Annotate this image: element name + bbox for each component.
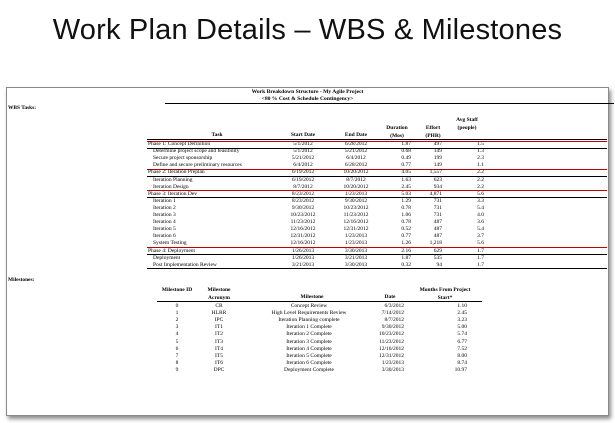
milestone-cell-milestone: Concept Review (290, 303, 328, 309)
milestone-cell-months: 6.77 (457, 338, 467, 345)
wbs-header-task: Task (211, 132, 223, 138)
wbs-cell-start: 9/30/2012 (291, 204, 315, 211)
wbs-cell-task: Iteration 2 (153, 204, 176, 211)
ms-header-date: Date (384, 294, 396, 300)
wbs-cell-effort: 149 (433, 162, 442, 169)
wbs-cell-start: 1/26/2013 (291, 254, 315, 261)
wbs-table-row (7, 177, 607, 184)
milestone-cell-milestone: Iteration 6 Complete (286, 359, 332, 366)
wbs-table-row (7, 155, 607, 162)
milestone-cell-acronym: IT4 (215, 345, 223, 352)
wbs-cell-effort: 199 (433, 155, 442, 162)
wbs-cell-duration: 1.06 (401, 212, 411, 218)
wbs-cell-task: Iteration Planning (153, 176, 193, 183)
wbs-cell-end: 6/28/2012 (344, 162, 368, 169)
wbs-header-end: End Date (344, 132, 368, 138)
wbs-cell-effort: 731 (433, 204, 442, 211)
wbs-cell-effort: 1,557 (429, 169, 442, 176)
wbs-cell-staff: 1.7 (477, 254, 484, 261)
wbs-cell-effort: 731 (433, 197, 442, 204)
milestones-section-label: Milestones: (8, 277, 35, 283)
milestone-cell-id: 0 (175, 303, 179, 309)
wbs-cell-staff: 2.2 (477, 176, 484, 183)
milestone-cell-acronym: CR (215, 303, 223, 309)
wbs-cell-start: 12/31/2012 (290, 233, 316, 240)
wbs-cell-effort: 623 (433, 176, 442, 183)
milestone-row (7, 324, 607, 331)
wbs-cell-duration: 0.52 (401, 226, 411, 233)
milestone-cell-date: 12/16/2012 (378, 345, 404, 352)
milestone-cell-months: 1.10 (457, 303, 467, 309)
wbs-cell-task: Iteration 1 (153, 197, 176, 204)
wbs-cell-start: 12/16/2012 (290, 226, 316, 233)
wbs-cell-task: Post Implementation Review (153, 261, 217, 268)
wbs-cell-staff: 1.1 (477, 162, 484, 169)
milestone-row (7, 317, 607, 324)
wbs-cell-end: 1/23/2013 (344, 233, 368, 240)
wbs-table-row (7, 169, 607, 176)
milestone-cell-milestone: Iteration Planning complete (278, 317, 340, 324)
document-subtitle: <80 % Cost & Schedule Contingency> (261, 96, 354, 102)
wbs-cell-start: 11/23/2012 (290, 219, 316, 226)
wbs-cell-duration: 2.45 (401, 183, 411, 190)
milestone-cell-id: 5 (175, 338, 179, 345)
milestone-cell-months: 8.74 (457, 359, 467, 366)
milestone-cell-date: 11/23/2012 (379, 338, 404, 345)
wbs-cell-task: Deployment (153, 254, 181, 261)
wbs-cell-duration: 1.29 (401, 197, 411, 204)
wbs-cell-effort: 4,871 (429, 190, 442, 197)
wbs-cell-effort: 629 (433, 247, 442, 254)
milestone-cell-date: 10/23/2012 (378, 331, 404, 338)
wbs-cell-end: 12/31/2012 (343, 226, 369, 233)
milestone-row (7, 339, 607, 346)
milestone-row (7, 367, 607, 374)
document-title: Work Breakdown Structure - My Agile Project (251, 89, 364, 95)
wbs-cell-staff: 1.7 (477, 261, 484, 268)
wbs-cell-task: System Testing (153, 240, 187, 247)
wbs-cell-duration: 1.63 (401, 176, 411, 183)
milestone-cell-acronym: DPC (213, 366, 225, 373)
wbs-cell-task: Iteration Design (153, 183, 189, 190)
milestone-row (7, 310, 607, 317)
wbs-cell-duration: 5.03 (401, 190, 411, 197)
wbs-cell-duration: 0.78 (401, 219, 411, 226)
milestone-cell-id: 9 (175, 366, 179, 373)
milestone-cell-id: 4 (175, 331, 179, 338)
wbs-cell-duration: 0.78 (401, 204, 411, 211)
milestone-cell-acronym: IT2 (215, 331, 223, 338)
milestone-cell-milestone: High Level Requirements Review (271, 310, 347, 317)
wbs-cell-end: 3/30/2013 (344, 261, 368, 268)
ms-header-acronym: Milestone Acronym (207, 287, 231, 301)
wbs-table-row (7, 141, 607, 148)
wbs-cell-end: 9/30/2012 (344, 197, 368, 204)
wbs-cell-effort: 487 (433, 226, 442, 233)
wbs-cell-start: 8/7/2012 (293, 183, 313, 190)
wbs-cell-staff: 5.6 (477, 240, 484, 247)
wbs-cell-effort: 535 (433, 254, 442, 261)
wbs-cell-effort: 487 (433, 233, 442, 240)
wbs-cell-staff: 2.2 (477, 183, 484, 190)
wbs-cell-end: 10/20/2012 (343, 183, 369, 190)
wbs-cell-duration: 0.68 (401, 148, 411, 155)
wbs-cell-task: Phase 2: Iteration Preplan (148, 169, 205, 176)
wbs-cell-staff: 1.7 (477, 247, 484, 254)
milestone-cell-id: 1 (175, 310, 179, 317)
wbs-bottom-rule (147, 268, 607, 269)
wbs-table-row (7, 233, 607, 240)
wbs-table-row (7, 255, 607, 262)
milestone-cell-months: 3.23 (457, 317, 467, 324)
wbs-section-label: WBS Tasks: (8, 105, 37, 111)
milestone-cell-months: 5.74 (457, 331, 467, 338)
wbs-cell-start: 8/23/2012 (291, 190, 315, 197)
milestone-cell-id: 3 (175, 324, 179, 331)
wbs-cell-staff: 3.7 (477, 233, 484, 240)
milestone-row (7, 346, 607, 353)
slide-title: Work Plan Details – WBS & Milestones (52, 14, 563, 46)
wbs-cell-task: Iteration 6 (153, 233, 176, 240)
wbs-cell-staff: 5.6 (477, 190, 484, 197)
milestone-cell-months: 8.00 (457, 352, 467, 359)
wbs-cell-start: 6/19/2012 (291, 169, 315, 176)
wbs-cell-end: 5/21/2012 (344, 148, 368, 155)
milestone-cell-months: 2.45 (457, 310, 467, 317)
wbs-cell-duration: 0.77 (401, 233, 411, 240)
wbs-cell-task: Secure project sponsorship (153, 155, 213, 162)
wbs-cell-task: Define and secure preliminary resources (153, 162, 242, 169)
wbs-cell-effort: 1,218 (429, 240, 442, 247)
wbs-header-start: Start Date (290, 132, 316, 138)
wbs-cell-task: Iteration 3 (153, 212, 176, 218)
wbs-table-row (7, 226, 607, 233)
wbs-cell-task: Phase 4: Deployment (148, 247, 196, 254)
wbs-cell-end: 3/21/2013 (344, 254, 368, 261)
wbs-cell-end: 11/23/2012 (343, 212, 369, 218)
wbs-header-staff: Avg Staff (people) (456, 117, 478, 131)
wbs-cell-effort: 731 (433, 212, 442, 218)
wbs-cell-start: 12/16/2012 (290, 240, 316, 247)
wbs-table-row (7, 219, 607, 226)
wbs-cell-task: Iteration 5 (153, 226, 176, 233)
wbs-cell-start: 8/23/2012 (291, 197, 315, 204)
wbs-cell-staff: 5.4 (477, 226, 484, 233)
wbs-cell-task: Determine project scope and feasibility (153, 148, 240, 155)
milestone-cell-milestone: Iteration 2 Complete (286, 331, 332, 338)
wbs-cell-task: Phase 3: Iteration Dev (148, 190, 198, 197)
wbs-cell-end: 3/30/2013 (344, 247, 368, 254)
wbs-cell-duration: 4.05 (401, 169, 411, 176)
milestone-cell-acronym: IT1 (215, 324, 223, 331)
wbs-table-row (7, 212, 607, 219)
wbs-cell-effort: 934 (433, 183, 442, 190)
wbs-cell-duration: 1.87 (401, 254, 411, 261)
milestone-cell-date: 12/31/2012 (378, 352, 404, 359)
wbs-cell-start: 6/19/2012 (291, 176, 315, 183)
wbs-cell-end: 10/20/2012 (343, 169, 369, 176)
wbs-cell-duration: 0.32 (401, 261, 411, 268)
ms-header-months: Months From Project Start* (419, 287, 471, 301)
milestone-cell-id: 2 (175, 317, 179, 324)
milestone-cell-milestone: Iteration 4 Complete (286, 345, 332, 352)
wbs-cell-start: 5/21/2012 (291, 155, 315, 162)
milestone-row (7, 360, 607, 367)
wbs-cell-end: 12/16/2012 (343, 219, 369, 226)
wbs-cell-staff: 2.3 (477, 155, 484, 162)
document-header (7, 89, 608, 103)
milestone-cell-date: 3/30/2013 (381, 366, 404, 373)
wbs-cell-staff: 1.5 (477, 141, 484, 147)
wbs-cell-staff: 3.6 (477, 219, 484, 226)
wbs-cell-staff: 5.4 (477, 204, 484, 211)
wbs-cell-end: 8/7/2012 (346, 176, 366, 183)
wbs-cell-end: 1/23/2013 (344, 190, 368, 197)
wbs-table-row (7, 205, 607, 212)
wbs-cell-duration: 0.77 (401, 162, 411, 169)
wbs-cell-effort: 94 (436, 261, 442, 268)
milestone-row (7, 353, 607, 360)
milestone-cell-milestone: Iteration 5 Complete (286, 352, 332, 359)
milestone-cell-acronym: IT5 (215, 352, 223, 359)
wbs-table-row (7, 191, 607, 198)
milestone-cell-acronym: IT6 (215, 359, 223, 366)
milestone-cell-id: 7 (175, 352, 179, 359)
wbs-cell-end: 6/28/2012 (344, 141, 368, 147)
ms-header-rule (157, 301, 482, 302)
milestone-cell-months: 7.52 (457, 345, 467, 352)
milestone-cell-acronym: HLRR (211, 310, 227, 317)
wbs-cell-start: 5/1/2012 (293, 141, 313, 147)
milestone-row (7, 303, 607, 310)
wbs-table-row (7, 148, 607, 155)
wbs-cell-task: Iteration 4 (153, 219, 176, 226)
milestone-cell-milestone: Iteration 1 Complete (286, 324, 332, 331)
milestone-cell-months: 10.97 (454, 366, 467, 373)
milestone-cell-months: 5.00 (457, 324, 467, 331)
milestone-cell-id: 8 (175, 359, 179, 366)
wbs-cell-duration: 1.26 (401, 240, 411, 247)
wbs-table-row (7, 248, 607, 255)
wbs-cell-start: 5/1/2012 (293, 148, 313, 155)
milestone-cell-date: 8/7/2012 (384, 317, 404, 324)
ms-header-id: Milestone ID (161, 287, 193, 293)
milestone-cell-id: 6 (175, 345, 179, 352)
wbs-cell-duration: 2.16 (401, 247, 411, 254)
wbs-cell-staff: 2.2 (477, 169, 484, 176)
wbs-table-row (7, 198, 607, 205)
ms-header-milestone: Milestone (300, 294, 324, 300)
wbs-cell-start: 3/21/2013 (291, 261, 315, 268)
milestone-row (7, 331, 607, 338)
milestone-cell-date: 6/3/2012 (384, 303, 404, 309)
wbs-cell-end: 6/4/2012 (346, 155, 366, 162)
milestone-cell-acronym: IPC (214, 317, 224, 324)
wbs-cell-staff: 1.3 (477, 148, 484, 155)
document-panel (6, 87, 609, 416)
wbs-cell-start: 6/4/2012 (293, 162, 313, 169)
milestone-cell-date: 1/23/2013 (381, 359, 404, 366)
wbs-cell-duration: 1.87 (401, 141, 411, 147)
wbs-header-effort: Effort (PHR) (425, 125, 441, 139)
milestone-cell-milestone: Iteration 3 Complete (286, 338, 332, 345)
wbs-cell-effort: 149 (433, 148, 442, 155)
header-rule (165, 103, 614, 104)
wbs-cell-task: Phase 1: Concept Definition (148, 141, 211, 147)
wbs-header-duration: Duration (Mos) (386, 125, 408, 139)
wbs-cell-end: 1/23/2013 (344, 240, 368, 247)
wbs-cell-start: 10/23/2012 (290, 212, 316, 218)
milestone-cell-milestone: Deployment Complete (284, 366, 334, 373)
wbs-cell-effort: 487 (433, 219, 442, 226)
wbs-cell-start: 1/26/2013 (291, 247, 315, 254)
milestone-cell-acronym: IT3 (215, 338, 223, 345)
wbs-cell-staff: 4.0 (477, 212, 484, 218)
milestone-cell-date: 7/14/2012 (381, 310, 404, 317)
wbs-cell-end: 10/23/2012 (343, 204, 369, 211)
wbs-cell-effort: 497 (433, 141, 442, 147)
wbs-cell-staff: 3.3 (477, 197, 484, 204)
milestone-cell-date: 9/30/2012 (381, 324, 404, 331)
wbs-cell-duration: 0.49 (401, 155, 411, 162)
